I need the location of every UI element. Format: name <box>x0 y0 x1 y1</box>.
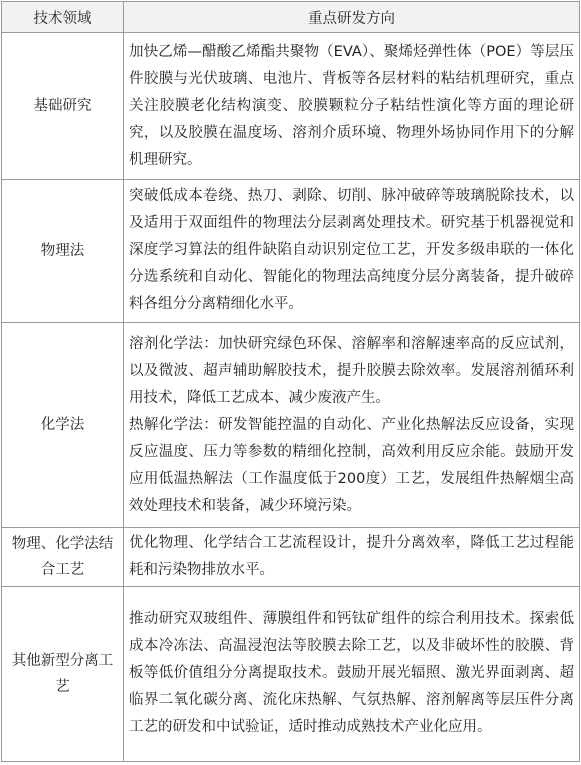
category-cell <box>2 586 124 761</box>
category-cell <box>2 33 124 180</box>
description-text: 优化物理、化学结合工艺流程设计，提升分离效率，降低工艺过程能耗和污染物排放水平。 <box>129 535 574 579</box>
description-cell <box>124 586 580 761</box>
description-text: 溶剂化学法：加快研究绿色环保、溶解率和溶解速率高的反应试剂，以及微波、超声辅助解胶技术，提升胶膜去除效率。发展溶剂循环利用技术，降低工艺成本、减少废液产生。 <box>129 335 574 406</box>
table-header-row <box>2 2 580 33</box>
description-cell <box>124 528 580 586</box>
description-cell <box>124 180 580 323</box>
description-text: 热解化学法：研发智能控温的自动化、产业化热解法反应设备，实现反应温度、压力等参数的精细化控制，高效利用反应余能。鼓励开发应用低温热解法（工作温度低于200度）工艺，发展组件热解烟尘高效处理技术和装备，减少环境污染。 <box>129 416 574 514</box>
category-cell <box>2 528 124 586</box>
description-text: 推动研究双玻组件、薄膜组件和钙钛矿组件的综合利用技术。探索低成本冷冻法、高温浸泡法等胶膜去除工艺，以及非破坏性的胶膜、背板等低价值组分分离提取技术。鼓励开展光辐照、激光界面剥离、超临界二氧化碳分离、流化床热解、气氛热解、溶剂解离等层压件分离工艺的研发和中试验证，适时推动成熟技术产业化应用。 <box>129 611 574 736</box>
description-cell <box>124 33 580 180</box>
description-text: 突破低成本卷绕、热刀、剥除、切削、脉冲破碎等玻璃脱除技术，以及适用于双面组件的物理法分层剥离处理技术。研究基于机器视觉和深度学习算法的组件缺陷自动识别定位工艺，开发多级串联的一体化分选系统和自动化、智能化的物理法高纯度分层分离装备，提升破碎料各组分分离精细化水平。 <box>129 188 574 313</box>
category-label: 物理法 <box>40 242 85 259</box>
category-label: 物理、化学法结合工艺 <box>11 536 114 579</box>
table-row <box>2 322 580 527</box>
table-row <box>2 528 580 586</box>
header-rd-direction: 重点研发方向 <box>124 2 580 33</box>
category-label: 其他新型分离工艺 <box>11 652 114 695</box>
category-cell <box>2 180 124 323</box>
table-row <box>2 33 580 180</box>
category-cell <box>2 322 124 527</box>
category-label: 基础研究 <box>33 98 92 114</box>
category-label: 化学法 <box>40 417 85 434</box>
rd-directions-table <box>1 1 580 762</box>
description-text: 加快乙烯—醋酸乙烯酯共聚物（EVA）、聚烯烃弹性体（POE）等层压件胶膜与光伏玻璃、电池片、背板等各层材料的粘结机理研究，重点关注胶膜老化结构演变、胶膜颗粒分子粘结性演化等方面的理论研究，以及胶膜在温度场、溶剂介质环境、物理外场协同作用下的分解机理研究。 <box>129 43 574 168</box>
table-row <box>2 586 580 761</box>
table-row <box>2 180 580 323</box>
description-cell <box>124 322 580 527</box>
header-tech-field: 技术领域 <box>2 2 124 33</box>
